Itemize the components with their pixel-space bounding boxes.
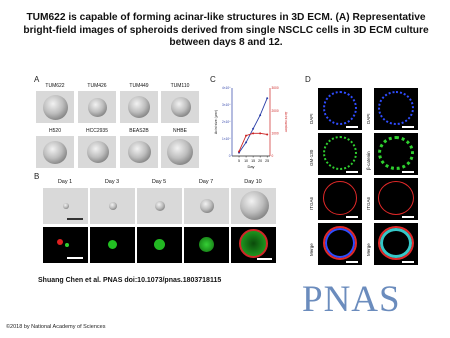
panel-c-chart <box>212 82 288 172</box>
panel-b-letter: B <box>34 172 40 181</box>
y-left-tick-label: 2×10⁴ <box>221 120 231 125</box>
y-right-tick-label: 1000 <box>271 131 279 136</box>
x-axis-label: Day <box>247 164 255 169</box>
day-label-4: Day 10 <box>244 179 262 185</box>
x-tick-label: 25 <box>265 159 270 163</box>
panel-d-letter: D <box>305 75 311 84</box>
label-a-r1-3: TUM110 <box>170 83 190 89</box>
citation: Shuang Chen et al. PNAS doi:10.1073/pnas.1803718115 <box>38 277 222 284</box>
data-point-right <box>252 132 254 134</box>
image-b-fluor-day7 <box>184 227 229 263</box>
image-d-left-itga6 <box>318 178 362 220</box>
image-b-fluor-day5 <box>137 227 182 263</box>
day-label-1: Day 3 <box>104 179 120 185</box>
x-tick-label: 20 <box>258 159 263 163</box>
image-d-left-merge <box>318 223 362 265</box>
image-b-fluor-day3 <box>90 227 135 263</box>
y-left-tick-label: 3×10⁴ <box>221 103 231 108</box>
d-right-label-2: ITGA6 <box>366 196 371 210</box>
image-b-brightfield-day3 <box>90 188 135 224</box>
image-a-tum110 <box>161 91 199 123</box>
data-point-left <box>266 97 268 99</box>
d-left-label-0: DAPI <box>309 113 314 124</box>
label-a-r1-0: TUM622 <box>45 83 65 89</box>
pnas-logo: PNAS <box>302 279 401 320</box>
label-a-r2-2: BEAS2B <box>129 128 149 134</box>
d-right-label-0: DAPI <box>366 113 371 124</box>
image-b-brightfield-day7 <box>184 188 229 224</box>
copyright: ©2018 by National Academy of Sciences <box>6 324 106 330</box>
y-right-axis-label: Acini number <box>284 111 288 133</box>
image-b-fluor-day1 <box>43 227 88 263</box>
d-left-label-2: ITGA6 <box>309 196 314 210</box>
x-tick-label: 10 <box>244 159 249 163</box>
figure-title: TUM622 is capable of forming acinar-like structures in 3D ECM. (A) Representative bright-field images of spheroids derived from single NSCLC cells in 3D ECM culture between days 8 and 12. <box>23 12 429 48</box>
image-a-tum622 <box>36 91 74 123</box>
x-tick-label: 5 <box>238 159 241 163</box>
y-right-tick-label: 0 <box>271 154 274 159</box>
y-right-tick-label: 3000 <box>271 86 279 91</box>
image-a-h520 <box>36 136 74 168</box>
label-a-r2-1: HCC2935 <box>86 128 108 134</box>
y-right-tick-label: 2000 <box>271 108 279 113</box>
y-left-axis-label: Acini size (µm²) <box>214 109 218 135</box>
image-a-nhbe <box>161 136 199 168</box>
data-point-left <box>252 128 254 130</box>
label-a-r2-3: NHBE <box>173 128 187 134</box>
day-label-2: Day 5 <box>151 179 167 185</box>
label-a-r1-2: TUM449 <box>129 83 149 89</box>
image-d-right-dapi <box>374 88 418 130</box>
x-tick-label: 15 <box>251 159 256 163</box>
panel-a-letter: A <box>34 75 40 84</box>
y-left-tick-label: 0 <box>228 154 231 159</box>
y-left-tick-label: 1×10⁴ <box>221 137 231 142</box>
series-line-left <box>239 98 267 152</box>
data-point-right <box>238 150 240 152</box>
label-a-r2-0: H520 <box>49 128 61 134</box>
image-d-left-dapi <box>318 88 362 130</box>
image-b-brightfield-day10 <box>231 188 276 224</box>
image-b-fluor-day10 <box>231 227 276 263</box>
d-left-label-1: GM-130 <box>309 149 314 166</box>
series-line-right <box>239 133 267 151</box>
image-d-right-itga6 <box>374 178 418 220</box>
image-d-right-beta-catenin <box>374 133 418 175</box>
image-a-beas2b <box>120 136 158 168</box>
image-a-tum449 <box>120 91 158 123</box>
data-point-left <box>245 141 247 143</box>
image-d-right-merge <box>374 223 418 265</box>
panel-c-letter: C <box>210 75 216 84</box>
d-left-label-3: Merge <box>309 243 314 256</box>
d-right-label-3: Merge <box>366 243 371 256</box>
data-point-right <box>245 135 247 137</box>
image-a-tum426 <box>78 91 116 123</box>
day-label-3: Day 7 <box>198 179 214 185</box>
data-point-right <box>266 133 268 135</box>
image-a-hcc2935 <box>78 136 116 168</box>
data-point-right <box>259 132 261 134</box>
d-right-label-1: β-catenin <box>366 151 371 170</box>
image-b-brightfield-day5 <box>137 188 182 224</box>
y-left-tick-label: 4×10⁴ <box>221 86 231 91</box>
data-point-left <box>259 114 261 116</box>
label-a-r1-1: TUM426 <box>87 83 107 89</box>
image-b-brightfield-day1 <box>43 188 88 224</box>
day-label-0: Day 1 <box>57 179 73 185</box>
image-d-left-gm130 <box>318 133 362 175</box>
